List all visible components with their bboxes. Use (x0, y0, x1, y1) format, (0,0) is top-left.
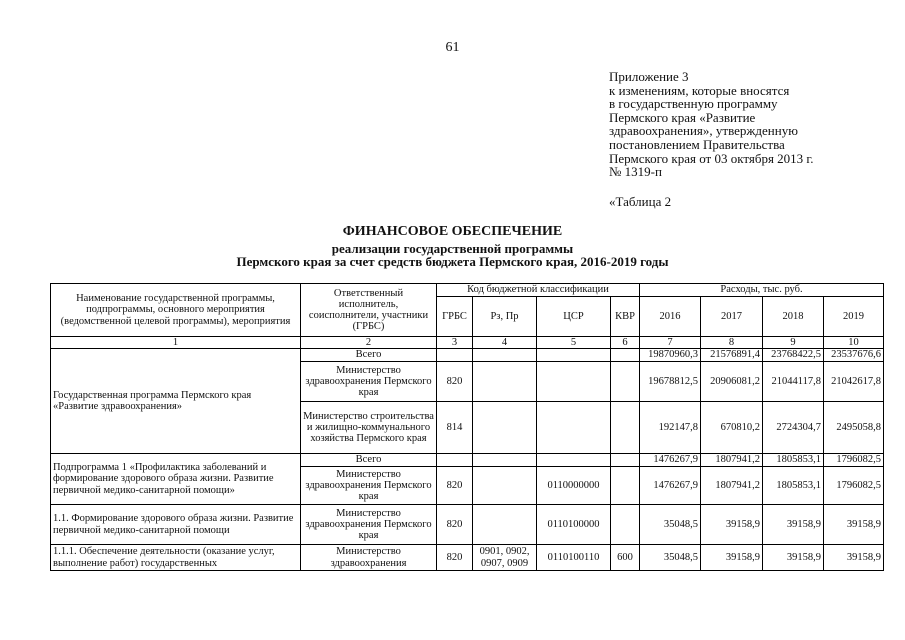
table-row (51, 349, 884, 362)
appendix-line: к изменениям, которые вносятся (609, 82, 790, 98)
csr-cell: 0110100000 (537, 505, 611, 545)
appendix-line: № 1319-п (609, 164, 662, 180)
executor-cell: Министерство здравоохранения Пермского края (301, 362, 437, 402)
column-number: 6 (611, 337, 640, 349)
header-year-2018: 2018 (763, 297, 824, 337)
value-2018: 2724304,7 (763, 402, 824, 454)
value-2017: 39158,9 (701, 505, 763, 545)
grbs-cell: 820 (437, 467, 473, 505)
value-2019: 2495058,8 (824, 402, 884, 454)
csr-cell (537, 454, 611, 467)
value-2016: 35048,5 (640, 505, 701, 545)
value-2016: 192147,8 (640, 402, 701, 454)
header-rz: Рз, Пр (473, 297, 537, 337)
rz-cell (473, 467, 537, 505)
value-2017: 21576891,4 (701, 349, 763, 362)
column-number: 5 (537, 337, 611, 349)
value-2017: 1807941,2 (701, 467, 763, 505)
value-2016: 1476267,9 (640, 454, 701, 467)
appendix-line: Приложение 3 (609, 69, 689, 84)
appendix-line: постановлением Правительства (609, 136, 785, 152)
table-label: «Таблица 2 (609, 194, 672, 209)
column-number: 3 (437, 337, 473, 349)
value-2019: 39158,9 (824, 505, 884, 545)
value-2019: 1796082,5 (824, 467, 884, 505)
value-2016: 19870960,3 (640, 349, 701, 362)
value-2019: 1796082,5 (824, 454, 884, 467)
grbs-cell (437, 454, 473, 467)
column-number: 4 (473, 337, 537, 349)
value-2018: 39158,9 (763, 505, 824, 545)
header-name: Наименование государственной программы, подпрограммы, основного мероприятия (ведомственной целевой программы), мероприятия (51, 284, 301, 337)
value-2018: 23768422,5 (763, 349, 824, 362)
executor-cell: Министерство строительства и жилищно-коммунального хозяйства Пермского края (301, 402, 437, 454)
column-number: 2 (301, 337, 437, 349)
rz-cell (473, 505, 537, 545)
appendix-note (609, 70, 814, 179)
header-executor: Ответственный исполнитель, соисполнители, участники (ГРБС) (301, 284, 437, 337)
value-2017: 20906081,2 (701, 362, 763, 402)
kvr-cell (611, 454, 640, 467)
kvr-cell (611, 467, 640, 505)
csr-cell (537, 349, 611, 362)
value-2016: 35048,5 (640, 545, 701, 571)
program-name: Государственная программа Пермского края «Развитие здравоохранения» (51, 349, 301, 454)
value-2019: 21042617,8 (824, 362, 884, 402)
page-number: 61 (445, 40, 460, 55)
document-subtitle: реализации государственной программы (331, 241, 574, 256)
document-title: ФИНАНСОВОЕ ОБЕСПЕЧЕНИЕ (342, 224, 563, 239)
header-kvr: КВР (611, 297, 640, 337)
header-csr: ЦСР (537, 297, 611, 337)
csr-cell (537, 362, 611, 402)
rz-cell (473, 454, 537, 467)
header-year-2019: 2019 (824, 297, 884, 337)
activity-name: 1.1.1. Обеспечение деятельности (оказание услуг, выполнение работ) государственных (51, 545, 301, 571)
appendix-line: Пермского края от 03 октября 2013 г. (609, 150, 814, 166)
executor-cell: Министерство здравоохранения (301, 545, 437, 571)
column-number: 8 (701, 337, 763, 349)
appendix-line: Пермского края «Развитие (609, 109, 756, 125)
grbs-cell (437, 349, 473, 362)
grbs-cell: 820 (437, 362, 473, 402)
value-2018: 1805853,1 (763, 454, 824, 467)
column-number: 10 (824, 337, 884, 349)
grbs-cell: 814 (437, 402, 473, 454)
value-2016: 1476267,9 (640, 467, 701, 505)
grbs-cell: 820 (437, 505, 473, 545)
value-2017: 1807941,2 (701, 454, 763, 467)
kvr-cell (611, 505, 640, 545)
value-2018: 39158,9 (763, 545, 824, 571)
table-row (51, 454, 884, 467)
header-year-2016: 2016 (640, 297, 701, 337)
kvr-cell (611, 402, 640, 454)
executor-cell: Всего (301, 349, 437, 362)
header-code-group: Код бюджетной классификации (437, 284, 640, 297)
value-2017: 670810,2 (701, 402, 763, 454)
subprogram-name: Подпрограмма 1 «Профилактика заболеваний и формирование здорового образа жизни. Развитие первичной медико-санитарной помощи» (51, 454, 301, 505)
header-year-2017: 2017 (701, 297, 763, 337)
value-2017: 39158,9 (701, 545, 763, 571)
executor-cell: Всего (301, 454, 437, 467)
csr-cell (537, 402, 611, 454)
value-2018: 21044117,8 (763, 362, 824, 402)
kvr-cell: 600 (611, 545, 640, 571)
document-subtitle: Пермского края за счет средств бюджета Пермского края, 2016-2019 годы (236, 254, 669, 269)
activity-name: 1.1. Формирование здорового образа жизни. Развитие первичной медико-санитарной помощи (51, 505, 301, 545)
kvr-cell (611, 362, 640, 402)
value-2016: 19678812,5 (640, 362, 701, 402)
appendix-line: в государственную программу (609, 96, 778, 112)
rz-cell (473, 402, 537, 454)
header-grbs: ГРБС (437, 297, 473, 337)
value-2019: 39158,9 (824, 545, 884, 571)
table-row (51, 545, 884, 571)
csr-cell: 0110100110 (537, 545, 611, 571)
column-number: 9 (763, 337, 824, 349)
kvr-cell (611, 349, 640, 362)
rz-cell (473, 362, 537, 402)
table-row (51, 505, 884, 545)
executor-cell: Министерство здравоохранения Пермского края (301, 505, 437, 545)
csr-cell: 0110000000 (537, 467, 611, 505)
value-2018: 1805853,1 (763, 467, 824, 505)
header-expense-group: Расходы, тыс. руб. (640, 284, 884, 297)
rz-cell: 0901, 0902, 0907, 0909 (473, 545, 537, 571)
column-number: 1 (51, 337, 301, 349)
appendix-line: здравоохранения», утвержденную (609, 123, 798, 139)
grbs-cell: 820 (437, 545, 473, 571)
financing-table (50, 283, 884, 571)
value-2019: 23537676,6 (824, 349, 884, 362)
executor-cell: Министерство здравоохранения Пермского края (301, 467, 437, 505)
column-number: 7 (640, 337, 701, 349)
rz-cell (473, 349, 537, 362)
